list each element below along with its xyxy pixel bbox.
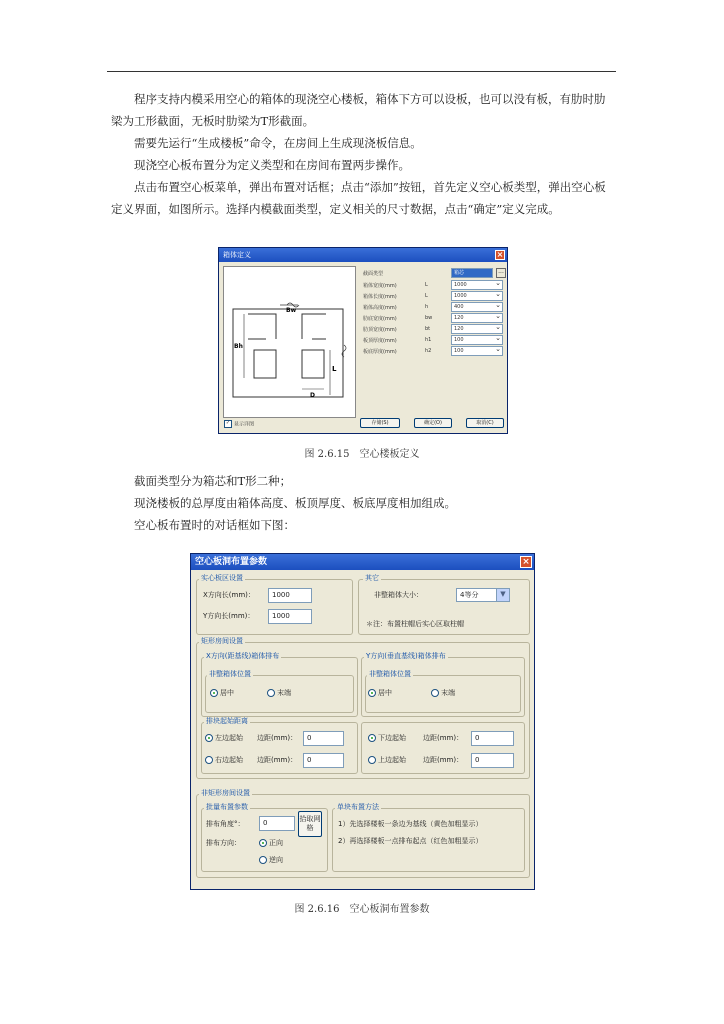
param-symbol: L <box>425 293 428 299</box>
param-label: 肋顶宽度(mm) <box>363 327 397 333</box>
radio-dot[interactable] <box>431 689 439 697</box>
param-symbol: bw <box>425 315 433 321</box>
paragraph-4: 点击布置空心板菜单，弹出布置对话框；点击“添加”按钮，首先定义空心板类型，弹出空心板定义界面，如图所示。选择内模截面类型，定义相关的尺寸数据，点击“确定”定义完成。 <box>111 180 606 216</box>
param-select[interactable]: 1000 ⌄ <box>451 280 503 290</box>
x-length-input[interactable]: 1000 <box>268 588 312 603</box>
radio-dot[interactable] <box>205 734 213 742</box>
radio-label: 逆向 <box>269 856 283 864</box>
x-arrange-legend: X方向(距基线)箱体排布 <box>206 652 280 660</box>
param-symbol: bt <box>425 326 431 332</box>
param-label: 板底厚度(mm) <box>363 349 397 355</box>
angle-label: 排布角度°： <box>206 820 245 828</box>
label-bh: Bh <box>234 343 243 350</box>
param-label: 箱体高度(mm) <box>363 305 397 311</box>
y-length-input[interactable]: 1000 <box>268 609 312 624</box>
close-icon[interactable]: × <box>520 556 532 568</box>
param-select[interactable]: 100 ⌄ <box>451 346 503 356</box>
batch-legend: 批量布置参数 <box>206 803 248 811</box>
radio-dot[interactable] <box>368 689 376 697</box>
param-select[interactable]: 1000 ⌄ <box>451 291 503 301</box>
box-definition-dialog <box>218 247 508 434</box>
y-length-label: Y方向长(mm)： <box>203 612 255 620</box>
x-nonstd-pos-legend: 非整箱体位置 <box>209 670 251 678</box>
radio-dot[interactable] <box>210 689 218 697</box>
param-label: 肋底宽度(mm) <box>363 316 397 322</box>
forward-radio[interactable] <box>259 839 283 848</box>
label-d: D <box>310 392 315 399</box>
close-icon[interactable]: × <box>496 250 504 259</box>
reverse-radio[interactable] <box>259 856 283 865</box>
y-end-radio[interactable] <box>431 689 455 698</box>
dialog-titlebar <box>191 554 534 570</box>
radio-label: 居中 <box>378 689 392 697</box>
chevron-down-icon[interactable]: ▼ <box>496 589 509 601</box>
single-method-legend: 单块布置方法 <box>337 803 379 811</box>
radio-label: 左边起始 <box>215 734 243 742</box>
radio-dot[interactable] <box>368 756 376 764</box>
param-select[interactable]: 400 ⌄ <box>451 302 503 312</box>
left-margin-input[interactable]: 0 <box>303 731 344 746</box>
checkbox-box[interactable]: ✓ <box>225 420 231 426</box>
paragraph-2: 需要先运行“生成楼板”命令，在房间上生成现浇板信息。 <box>134 136 422 150</box>
figure2-caption: 图 2.6.16 空心板洞布置参数 <box>294 904 430 915</box>
x-length-label: X方向长(mm)： <box>203 591 255 599</box>
param-row <box>363 346 505 357</box>
left-margin-label: 边距(mm)： <box>257 734 298 742</box>
section-diagram <box>223 266 356 418</box>
right-margin-label: 边距(mm)： <box>257 756 298 764</box>
ok-button[interactable]: 确定(O) <box>414 418 452 428</box>
y-arrange-legend: Y方向(垂直基线)箱体排布 <box>366 652 446 660</box>
y-nonstd-pos-legend: 非整箱体位置 <box>369 670 411 678</box>
top-start-radio[interactable] <box>368 756 406 765</box>
param-symbol: h <box>425 304 429 310</box>
label-l: L <box>332 365 337 373</box>
paragraph-7: 空心板布置时的对话框如下图： <box>134 518 295 532</box>
dialog-title: 空心板洞布置参数 <box>195 557 268 567</box>
pick-grid-button[interactable]: 拾取网格 <box>298 811 322 837</box>
param-row <box>363 280 505 291</box>
bottom-start-radio[interactable] <box>368 734 406 743</box>
figure1-caption: 图 2.6.15 空心楼板定义 <box>304 449 420 460</box>
solid-zone-legend: 实心板区设置 <box>201 574 243 582</box>
nonstd-size-select[interactable] <box>456 588 510 602</box>
bottom-margin-input[interactable]: 0 <box>471 731 514 746</box>
param-symbol: h2 <box>425 348 432 354</box>
label-bw: Bw <box>286 307 297 314</box>
section-type-select[interactable]: 箱芯 <box>451 268 493 278</box>
param-row <box>363 313 505 324</box>
param-symbol: L <box>425 282 428 288</box>
save-button[interactable]: 存储(S) <box>360 418 400 428</box>
right-margin-input[interactable]: 0 <box>303 753 344 768</box>
top-margin-input[interactable]: 0 <box>471 753 514 768</box>
param-row <box>363 291 505 302</box>
x-end-radio[interactable] <box>267 689 291 698</box>
hollow-slab-layout-dialog <box>190 553 535 890</box>
top-margin-label: 边距(mm)： <box>423 756 464 764</box>
left-start-radio[interactable] <box>205 734 243 743</box>
other-legend: 其它 <box>365 574 379 582</box>
x-start-dist-legend: 排块起始距离 <box>206 717 248 725</box>
bottom-margin-label: 边距(mm)： <box>423 734 464 742</box>
param-row <box>363 302 505 313</box>
radio-dot[interactable] <box>267 689 275 697</box>
nonrect-room-legend: 非矩形房间设置 <box>201 789 250 797</box>
dialog-title: 箱体定义 <box>223 251 251 259</box>
radio-label: 末端 <box>441 689 455 697</box>
param-select[interactable]: 120 ⌄ <box>451 324 503 334</box>
header-rule <box>107 71 616 72</box>
show-detail-checkbox[interactable] <box>224 420 254 428</box>
radio-label: 居中 <box>220 689 234 697</box>
param-label: 箱体长度(mm) <box>363 294 397 300</box>
direction-label: 排布方向： <box>206 839 241 847</box>
radio-dot[interactable] <box>259 856 267 864</box>
column-cap-note: ＊注：布置柱帽后实心区取柱帽 <box>366 620 464 628</box>
method-step-1: 1）先选择楼板一条边为基线（黄色加粗显示） <box>338 820 483 828</box>
x-center-radio[interactable] <box>210 689 234 698</box>
radio-label: 正向 <box>269 839 283 847</box>
radio-dot[interactable] <box>368 734 376 742</box>
radio-label: 上边起始 <box>378 756 406 764</box>
paragraph-1: 程序支持内模采用空心的箱体的现浇空心楼板，箱体下方可以设板，也可以没有板，有肋时肋梁为工形截面，无板时肋梁为T形截面。 <box>111 92 606 128</box>
paragraph-6: 现浇楼板的总厚度由箱体高度、板顶厚度、板底厚度相加组成。 <box>134 496 456 510</box>
param-label: 箱体宽度(mm) <box>363 283 397 289</box>
radio-dot[interactable] <box>259 839 267 847</box>
radio-label: 右边起始 <box>215 756 243 764</box>
nonstd-size-value: 4等分 <box>460 591 479 599</box>
rect-room-legend: 矩形房间设置 <box>201 637 243 645</box>
type-browse-button[interactable]: ... <box>496 268 506 278</box>
paragraph-5: 截面类型分为箱芯和T形二种； <box>134 474 292 488</box>
type-label: 截面类型 <box>363 271 384 277</box>
param-label: 板顶厚度(mm) <box>363 338 397 344</box>
radio-dot[interactable] <box>205 756 213 764</box>
param-select[interactable]: 100 ⌄ <box>451 335 503 345</box>
cancel-button[interactable]: 取消(C) <box>466 418 504 428</box>
param-select[interactable]: 120 ⌄ <box>451 313 503 323</box>
param-row <box>363 324 505 335</box>
y-center-radio[interactable] <box>368 689 392 698</box>
angle-input[interactable]: 0 <box>259 816 295 831</box>
paragraph-3: 现浇空心板布置分为定义类型和在房间布置两步操作。 <box>134 158 410 172</box>
radio-label: 下边起始 <box>378 734 406 742</box>
nonstd-size-label: 非整箱体大小： <box>374 591 423 599</box>
method-step-2: 2）再选择楼板一点排布起点（红色加粗显示） <box>338 837 483 845</box>
radio-label: 末端 <box>277 689 291 697</box>
checkbox-label: 显示详图 <box>234 421 255 428</box>
dialog-titlebar <box>219 248 507 262</box>
hollow-slab-diagram <box>224 267 355 417</box>
param-symbol: h1 <box>425 337 432 343</box>
right-start-radio[interactable] <box>205 756 243 765</box>
param-row <box>363 335 505 346</box>
